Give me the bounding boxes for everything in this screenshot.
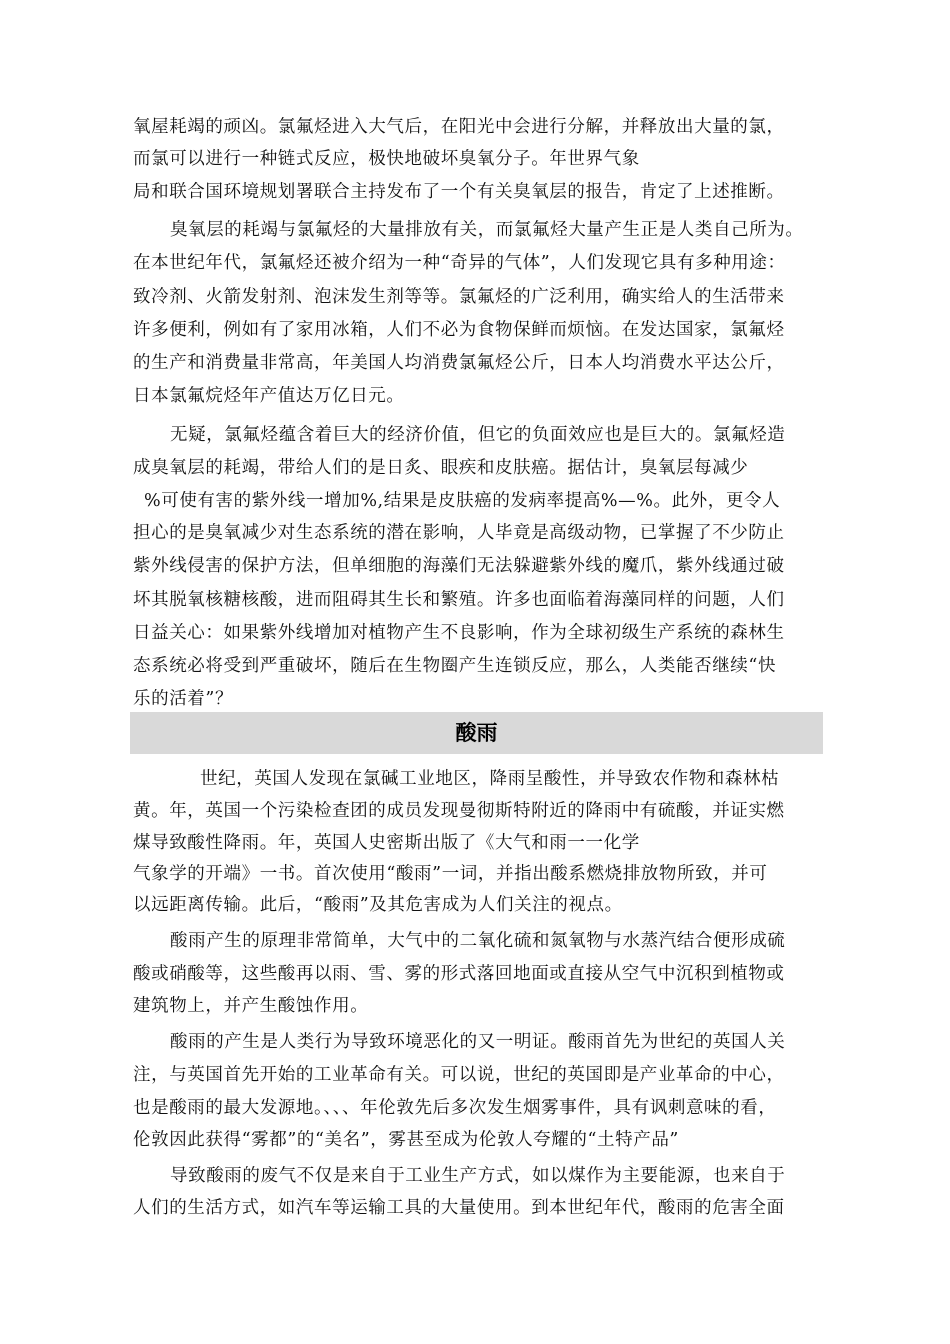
text-line: 紫外线侵害的保护方法，但单细胞的海藻们无法躲避紫外线的魔爪，紫外线通过破 (133, 556, 785, 576)
text-line: 日本氯氟烷烃年产值达万亿日元。 (133, 386, 405, 406)
text-line: %可使有害的紫外线一增加%,结果是皮肤癌的发病率提高%—%。此外，更令人 (144, 491, 781, 511)
text-line: 许多便利，例如有了家用冰箱，人们不必为食物保鲜而烦恼。在发达国家，氯氟烃 (133, 320, 785, 340)
text-line: 黄。年，英国一个污染检查团的成员发现曼彻斯特附近的降雨中有硫酸，并证实燃 (133, 801, 785, 821)
text-line: 成臭氧层的耗竭，带给人们的是日炙、眼疾和皮肤癌。据估计，臭氧层每减少 (133, 458, 749, 478)
text-line: 人们的生活方式，如汽车等运输工具的大量使用。到本世纪年代，酸雨的危害全面 (133, 1198, 785, 1218)
text-line: 建筑物上，并产生酸蚀作用。 (133, 996, 369, 1016)
text-line: 态系统必将受到严重破坏，随后在生物圈产生连锁反应，那么，人类能否继续“快 (133, 656, 777, 676)
text-line: 气象学的开端》一书。首次使用“酸雨”一词，并指出酸系燃烧排放物所致，并可 (133, 864, 768, 884)
text-line: 以远距离传输。此后，“酸雨”及其危害成为人们关注的视点。 (133, 895, 623, 915)
text-line: 也是酸雨的最大发源地。、、、年伦敦先后多次发生烟雾事件，具有讽刺意味的看， (133, 1098, 777, 1118)
paragraph-start-line: 导致酸雨的废气不仅是来自于工业生产方式，如以煤作为主要能源，也来自于 (170, 1166, 786, 1186)
text-line: 酸或硝酸等，这些酸再以雨、雪、雾的形式落回地面或直接从空气中沉积到植物或 (133, 964, 785, 984)
text-line: 致冷剂、火箭发射剂、泡沫发生剂等等。氯氟烃的广泛利用，确实给人的生活带来 (133, 287, 785, 307)
paragraph-start-line: 酸雨产生的原理非常简单，大气中的二氧化硫和氮氧物与水蒸汽结合便形成硫 (170, 931, 786, 951)
text-line: 煤导致酸性降雨。年，英国人史密斯出版了《大气和雨一一化学 (133, 833, 640, 853)
paragraph-start-line: 世纪，英国人发现在氯碱工业地区，降雨呈酸性，并导致农作物和森林枯 (200, 769, 780, 789)
text-line: 氧屋耗竭的顽凶。氯氟烃进入大气后，在阳光中会进行分解，并释放出大量的氯， (133, 117, 785, 137)
text-line: 日益关心：如果紫外线增加对植物产生不良影响，作为全球初级生产系统的森林生 (133, 623, 785, 643)
text-line: 局和联合国环境规划署联合主持发布了一个有关臭氧层的报告，肯定了上述推断。 (133, 182, 785, 202)
text-line: 在本世纪年代，氯氟烃还被介绍为一种“奇异的气体”，人们发现它具有多种用途： (133, 253, 786, 273)
text-line: 而氯可以进行一种链式反应，极快地破坏臭氧分子。年世界气象 (133, 149, 640, 169)
paragraph-start-line: 无疑，氯氟烃蕴含着巨大的经济价值，但它的负面效应也是巨大的。氯氟烃造 (170, 425, 786, 445)
text-line: 伦敦因此获得“雾都”的“美名”，雾甚至成为伦敦人夸耀的“土特产品” (133, 1130, 679, 1150)
text-line: 的生产和消费量非常高，年美国人均消费氯氟烃公斤，日本人均消费水平达公斤， (133, 353, 785, 373)
section-heading: 酸雨 (455, 721, 498, 745)
text-line: 乐的活着”？ (133, 689, 234, 709)
paragraph-start-line: 臭氧层的耗竭与氯氟烃的大量排放有关，而氯氟烃大量产生正是人类自己所为。 (170, 220, 804, 240)
section-heading-bar (130, 712, 823, 754)
text-line: 坏其脱氧核糖核酸，进而阻碍其生长和繁殖。许多也面临着海藻同样的问题，人们 (133, 590, 785, 610)
paragraph-start-line: 酸雨的产生是人类行为导致环境恶化的又一明证。酸雨首先为世纪的英国人关 (170, 1032, 786, 1052)
text-line: 担心的是臭氧减少对生态系统的潜在影响，人毕竟是高级动物，已掌握了不少防止 (133, 523, 785, 543)
text-line: 注，与英国首先开始的工业革命有关。可以说，世纪的英国即是产业革命的中心， (133, 1065, 785, 1085)
